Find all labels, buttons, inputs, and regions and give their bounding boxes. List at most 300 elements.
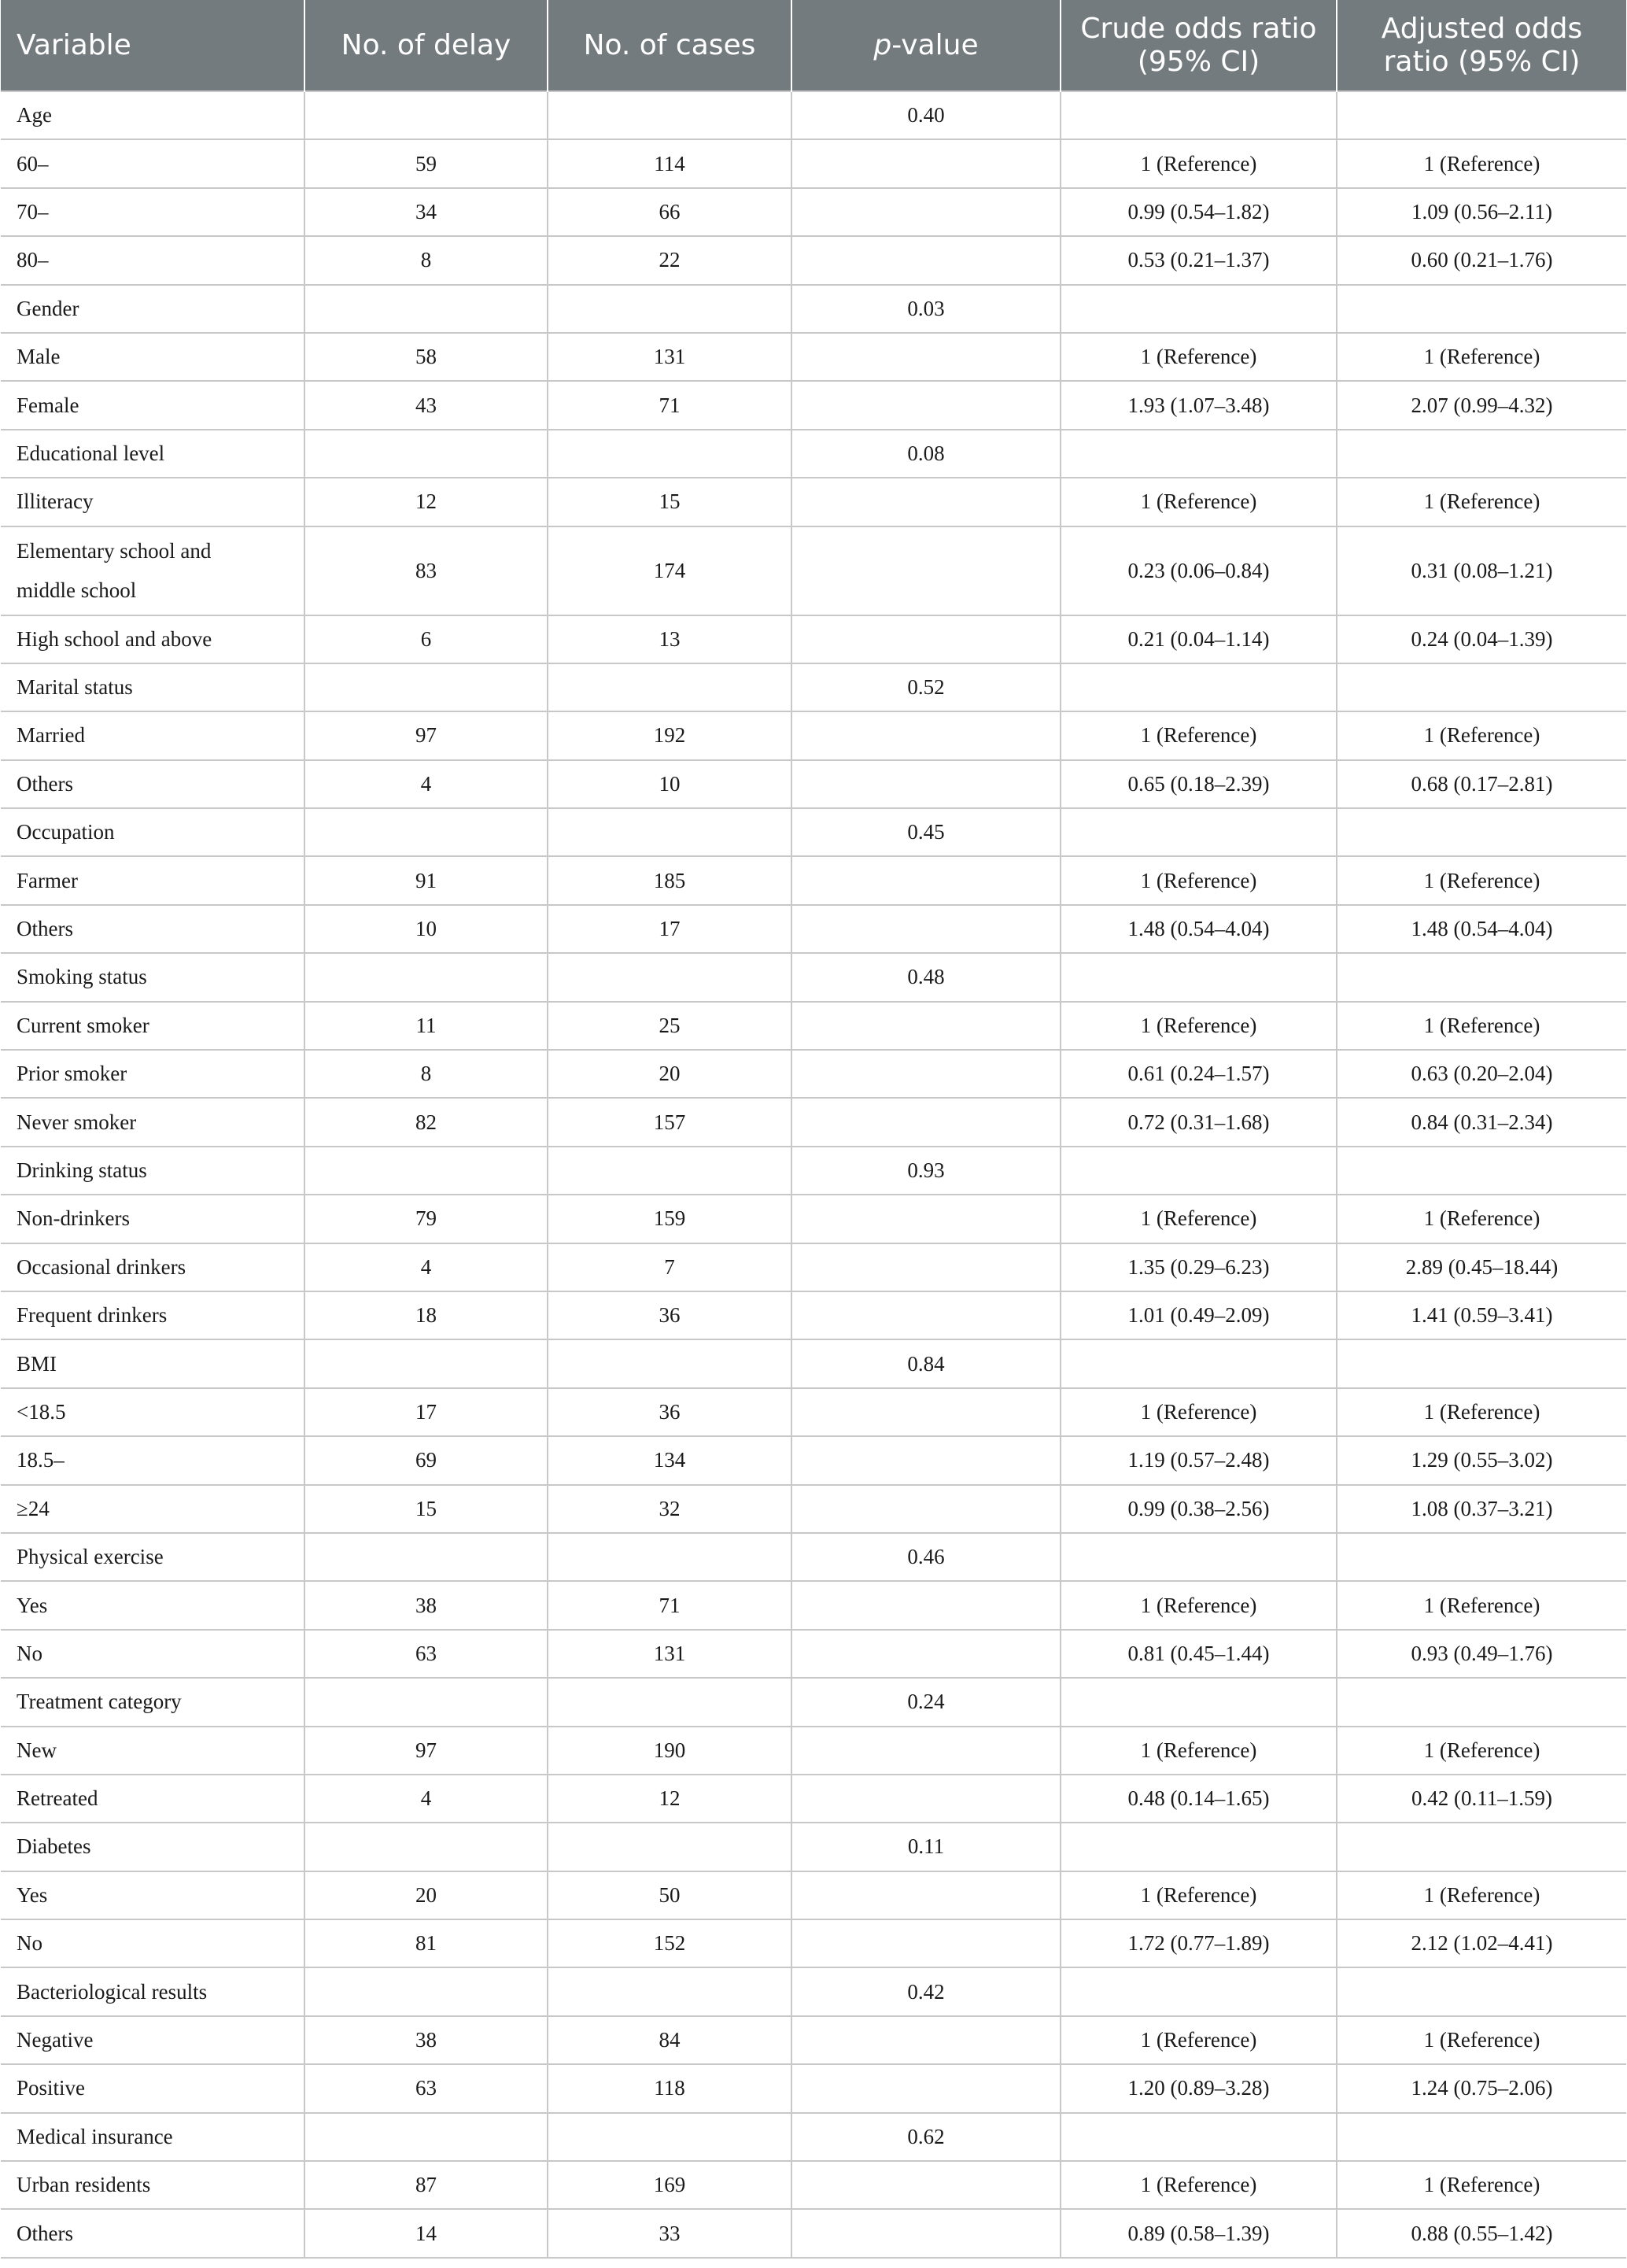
- table-cell: Age: [1, 91, 304, 139]
- column-header: [791, 0, 1061, 91]
- table-cell: [1337, 285, 1626, 333]
- table-cell: 1 (Reference): [1061, 1002, 1337, 1050]
- table-cell: 8: [304, 1050, 548, 1098]
- table-cell: 169: [548, 2161, 791, 2209]
- table-cell: 1.29 (0.55–3.02): [1337, 1436, 1626, 1484]
- table-row: [1, 478, 1626, 526]
- table-cell: [791, 381, 1061, 429]
- table-cell: 118: [548, 2064, 791, 2112]
- table-cell: 4: [304, 1775, 548, 1823]
- table-cell: 1 (Reference): [1337, 1871, 1626, 1919]
- table-cell: Frequent drinkers: [1, 1291, 304, 1339]
- table-cell: 71: [548, 381, 791, 429]
- table-cell: Retreated: [1, 1775, 304, 1823]
- table-cell: 0.03: [791, 285, 1061, 333]
- table-cell: [791, 1919, 1061, 1967]
- table-cell: [1337, 2113, 1626, 2161]
- table-cell: 38: [304, 2016, 548, 2064]
- table-cell: [1061, 1823, 1337, 1871]
- table-cell: [304, 1147, 548, 1195]
- table-cell: 79: [304, 1195, 548, 1243]
- table-cell: 63: [304, 2064, 548, 2112]
- table-row: [1, 381, 1626, 429]
- column-header-label: No. of delay: [341, 28, 511, 61]
- table-cell: 0.46: [791, 1533, 1061, 1581]
- table-cell: 1 (Reference): [1061, 333, 1337, 381]
- table-row: [1, 430, 1626, 478]
- table-cell: [548, 285, 791, 333]
- table-cell: [791, 2209, 1061, 2257]
- table-cell: Treatment category: [1, 1678, 304, 1726]
- table-cell: Prior smoker: [1, 1050, 304, 1098]
- table-row: [1, 905, 1626, 953]
- table-cell: 1.35 (0.29–6.23): [1061, 1243, 1337, 1291]
- table-cell: Physical exercise: [1, 1533, 304, 1581]
- header-row: [1, 0, 1626, 91]
- table-cell: 0.40: [791, 91, 1061, 139]
- table-cell: 33: [548, 2209, 791, 2257]
- table-cell: [1061, 1533, 1337, 1581]
- table-row: [1, 526, 1626, 615]
- table-row: [1, 91, 1626, 139]
- table-cell: 13: [548, 615, 791, 663]
- table-cell: [304, 2113, 548, 2161]
- table-cell: 131: [548, 1630, 791, 1678]
- column-header: [1337, 0, 1626, 91]
- table-row: [1, 1388, 1626, 1436]
- table-cell: 12: [304, 478, 548, 526]
- table-cell: Male: [1, 333, 304, 381]
- table-cell: 0.48: [791, 953, 1061, 1001]
- table-cell: Diabetes: [1, 1823, 304, 1871]
- table-cell: [1337, 953, 1626, 1001]
- table-cell: 0.48 (0.14–1.65): [1061, 1775, 1337, 1823]
- table-cell: 1 (Reference): [1337, 2016, 1626, 2064]
- table-cell: Positive: [1, 2064, 304, 2112]
- column-header-italic: p: [873, 28, 892, 61]
- table-cell: [304, 285, 548, 333]
- table-cell: 0.81 (0.45–1.44): [1061, 1630, 1337, 1678]
- table-cell: 0.42 (0.11–1.59): [1337, 1775, 1626, 1823]
- table-cell: [304, 1967, 548, 2015]
- table-cell: [791, 1581, 1061, 1629]
- table-cell: 1 (Reference): [1061, 139, 1337, 187]
- table-row: [1, 1485, 1626, 1533]
- table-cell: [791, 1291, 1061, 1339]
- table-cell: 1 (Reference): [1061, 711, 1337, 759]
- table-cell: 1 (Reference): [1337, 1581, 1626, 1629]
- table-cell: 1.09 (0.56–2.11): [1337, 188, 1626, 236]
- table-cell: High school and above: [1, 615, 304, 663]
- table-cell: 1 (Reference): [1061, 478, 1337, 526]
- table-cell: [548, 953, 791, 1001]
- column-header-label: Variable: [17, 28, 131, 61]
- table-cell: [791, 2161, 1061, 2209]
- column-header: [1061, 0, 1337, 91]
- table-cell: [1337, 1823, 1626, 1871]
- table-cell: Married: [1, 711, 304, 759]
- table-cell: Current smoker: [1, 1002, 304, 1050]
- table-cell: 87: [304, 2161, 548, 2209]
- table-row: [1, 1291, 1626, 1339]
- column-header-label: -value: [891, 28, 979, 61]
- table-cell: 15: [548, 478, 791, 526]
- table-cell: 1 (Reference): [1337, 2161, 1626, 2209]
- table-cell: [791, 2064, 1061, 2112]
- table-cell: 0.21 (0.04–1.14): [1061, 615, 1337, 663]
- table-cell: 1.48 (0.54–4.04): [1061, 905, 1337, 953]
- table-row: [1, 856, 1626, 904]
- table-row: [1, 1243, 1626, 1291]
- table-cell: 10: [548, 760, 791, 808]
- table-cell: Non-drinkers: [1, 1195, 304, 1243]
- table-cell: 32: [548, 1485, 791, 1533]
- table-cell: [791, 2016, 1061, 2064]
- table-cell: [548, 1147, 791, 1195]
- table-cell: 0.53 (0.21–1.37): [1061, 236, 1337, 284]
- table-cell: [304, 1339, 548, 1387]
- table-cell: [548, 663, 791, 711]
- table-cell: 0.24: [791, 1678, 1061, 1726]
- table-cell: 0.63 (0.20–2.04): [1337, 1050, 1626, 1098]
- table-row: [1, 1002, 1626, 1050]
- table-row: [1, 188, 1626, 236]
- table-cell: 2.12 (1.02–4.41): [1337, 1919, 1626, 1967]
- table-cell: 1 (Reference): [1061, 856, 1337, 904]
- table-cell: 174: [548, 526, 791, 615]
- table-row: [1, 1967, 1626, 2015]
- table-cell: [791, 615, 1061, 663]
- table-cell: Occupation: [1, 808, 304, 856]
- table-cell: 91: [304, 856, 548, 904]
- table-cell: 97: [304, 711, 548, 759]
- table-cell: 131: [548, 333, 791, 381]
- table-row: [1, 953, 1626, 1001]
- table-cell: [1061, 953, 1337, 1001]
- table-cell: [548, 1339, 791, 1387]
- table-cell: [791, 1871, 1061, 1919]
- table-row: [1, 1339, 1626, 1387]
- table-cell: 82: [304, 1098, 548, 1146]
- table-cell: BMI: [1, 1339, 304, 1387]
- table-cell: 17: [548, 905, 791, 953]
- table-cell: 18.5–: [1, 1436, 304, 1484]
- table-cell: 1 (Reference): [1337, 333, 1626, 381]
- table-row: [1, 1050, 1626, 1098]
- table-cell: 80–: [1, 236, 304, 284]
- table-cell: Yes: [1, 1581, 304, 1629]
- table-cell: [1337, 1678, 1626, 1726]
- table-cell: 1 (Reference): [1061, 2161, 1337, 2209]
- table-cell: 71: [548, 1581, 791, 1629]
- table-cell: 17: [304, 1388, 548, 1436]
- table-cell: 0.93 (0.49–1.76): [1337, 1630, 1626, 1678]
- table-cell: Occasional drinkers: [1, 1243, 304, 1291]
- table-cell: [791, 1243, 1061, 1291]
- table-cell: 1 (Reference): [1061, 1195, 1337, 1243]
- table-row: [1, 1098, 1626, 1146]
- table-cell: [791, 1485, 1061, 1533]
- table-cell: [548, 1823, 791, 1871]
- table-cell: 4: [304, 1243, 548, 1291]
- table-cell: 25: [548, 1002, 791, 1050]
- table-cell: 0.84 (0.31–2.34): [1337, 1098, 1626, 1146]
- table-cell: [791, 478, 1061, 526]
- table-cell: [1061, 663, 1337, 711]
- table-cell: 0.62: [791, 2113, 1061, 2161]
- table-cell: 0.08: [791, 430, 1061, 478]
- table-cell: [1061, 1147, 1337, 1195]
- table-cell: 1 (Reference): [1061, 2016, 1337, 2064]
- table-cell: Never smoker: [1, 1098, 304, 1146]
- table-cell: [304, 808, 548, 856]
- table-cell: 0.93: [791, 1147, 1061, 1195]
- table-cell: 11: [304, 1002, 548, 1050]
- table-cell: [791, 1775, 1061, 1823]
- table-cell: [304, 1533, 548, 1581]
- table-cell: Others: [1, 2209, 304, 2257]
- table-cell: [791, 188, 1061, 236]
- table-row: [1, 333, 1626, 381]
- table-cell: 43: [304, 381, 548, 429]
- table-cell: [548, 430, 791, 478]
- table-cell: 152: [548, 1919, 791, 1967]
- table-cell: Drinking status: [1, 1147, 304, 1195]
- table-row: [1, 1823, 1626, 1871]
- table-cell: 0.31 (0.08–1.21): [1337, 526, 1626, 615]
- table-row: [1, 711, 1626, 759]
- table-cell: Gender: [1, 285, 304, 333]
- table-cell: [791, 1195, 1061, 1243]
- table-cell: 0.60 (0.21–1.76): [1337, 236, 1626, 284]
- table-cell: [791, 139, 1061, 187]
- table-row: [1, 1678, 1626, 1726]
- table-cell: 185: [548, 856, 791, 904]
- table-cell: [1337, 808, 1626, 856]
- table-cell: 0.61 (0.24–1.57): [1061, 1050, 1337, 1098]
- table-cell: [1337, 1147, 1626, 1195]
- table-body: [1, 91, 1626, 2258]
- table-row: [1, 1630, 1626, 1678]
- table-cell: [304, 1823, 548, 1871]
- table-cell: 15: [304, 1485, 548, 1533]
- table-cell: 0.42: [791, 1967, 1061, 2015]
- table-cell: [791, 1002, 1061, 1050]
- table-row: [1, 2113, 1626, 2161]
- table-cell: 14: [304, 2209, 548, 2257]
- table-row: [1, 285, 1626, 333]
- table-cell: 70–: [1, 188, 304, 236]
- table-cell: [791, 711, 1061, 759]
- table-row: [1, 1775, 1626, 1823]
- table-cell: Farmer: [1, 856, 304, 904]
- table-cell: [304, 430, 548, 478]
- table-cell: 59: [304, 139, 548, 187]
- table-cell: 1 (Reference): [1337, 1002, 1626, 1050]
- table-cell: 1 (Reference): [1337, 856, 1626, 904]
- table-cell: 2.07 (0.99–4.32): [1337, 381, 1626, 429]
- table-cell: 1 (Reference): [1337, 139, 1626, 187]
- table-cell: Bacteriological results: [1, 1967, 304, 2015]
- table-cell: 1 (Reference): [1337, 1388, 1626, 1436]
- table-cell: [1061, 430, 1337, 478]
- column-header-label: Crude odds ratio (95% CI): [1080, 12, 1317, 78]
- table-cell: 1.01 (0.49–2.09): [1061, 1291, 1337, 1339]
- table-cell: [791, 1098, 1061, 1146]
- table-cell: 1.41 (0.59–3.41): [1337, 1291, 1626, 1339]
- table-cell: 97: [304, 1727, 548, 1775]
- table-cell: 36: [548, 1388, 791, 1436]
- table-row: [1, 2016, 1626, 2064]
- table-cell: Others: [1, 760, 304, 808]
- table-row: [1, 1581, 1626, 1629]
- table-cell: [1337, 91, 1626, 139]
- table-cell: 1 (Reference): [1061, 1388, 1337, 1436]
- table-cell: [304, 953, 548, 1001]
- table-cell: 0.68 (0.17–2.81): [1337, 760, 1626, 808]
- table-cell: 83: [304, 526, 548, 615]
- table-cell: [791, 526, 1061, 615]
- table-cell: 20: [304, 1871, 548, 1919]
- table-cell: No: [1, 1919, 304, 1967]
- table-cell: [1061, 1678, 1337, 1726]
- table-cell: 36: [548, 1291, 791, 1339]
- table-cell: [1061, 1339, 1337, 1387]
- table-cell: Illiteracy: [1, 478, 304, 526]
- table-cell: 63: [304, 1630, 548, 1678]
- results-table: [1, 0, 1626, 2259]
- table-cell: [548, 1678, 791, 1726]
- table-cell: 34: [304, 188, 548, 236]
- table-row: [1, 760, 1626, 808]
- table-cell: 1 (Reference): [1061, 1727, 1337, 1775]
- table-cell: <18.5: [1, 1388, 304, 1436]
- table-cell: Yes: [1, 1871, 304, 1919]
- table-cell: [1061, 2113, 1337, 2161]
- table-cell: 0.88 (0.55–1.42): [1337, 2209, 1626, 2257]
- table-cell: [791, 856, 1061, 904]
- column-header-label: No. of cases: [583, 28, 756, 61]
- table-cell: 1 (Reference): [1337, 711, 1626, 759]
- table-cell: 66: [548, 188, 791, 236]
- table-cell: [1337, 430, 1626, 478]
- table-cell: [791, 760, 1061, 808]
- table-header: [1, 0, 1626, 91]
- column-header: [1, 0, 304, 91]
- table-cell: 0.11: [791, 1823, 1061, 1871]
- table-cell: 0.72 (0.31–1.68): [1061, 1098, 1337, 1146]
- table-cell: Others: [1, 905, 304, 953]
- table-cell: [791, 333, 1061, 381]
- table-cell: Urban residents: [1, 2161, 304, 2209]
- table-cell: 58: [304, 333, 548, 381]
- table-cell: [304, 663, 548, 711]
- table-cell: 12: [548, 1775, 791, 1823]
- table-row: [1, 1871, 1626, 1919]
- table-cell: [548, 2113, 791, 2161]
- table-cell: [548, 91, 791, 139]
- table-cell: 60–: [1, 139, 304, 187]
- table-cell: 84: [548, 2016, 791, 2064]
- column-header: [304, 0, 548, 91]
- table-row: [1, 2209, 1626, 2257]
- table-row: [1, 1919, 1626, 1967]
- table-cell: 190: [548, 1727, 791, 1775]
- table-cell: 22: [548, 236, 791, 284]
- table-cell: [791, 905, 1061, 953]
- table-row: [1, 2064, 1626, 2112]
- table-cell: Elementary school and middle school: [1, 526, 304, 615]
- table-cell: [1337, 663, 1626, 711]
- table-cell: 38: [304, 1581, 548, 1629]
- table-cell: 1.72 (0.77–1.89): [1061, 1919, 1337, 1967]
- table-cell: [548, 1533, 791, 1581]
- table-cell: 81: [304, 1919, 548, 1967]
- table-cell: 159: [548, 1195, 791, 1243]
- table-cell: 0.65 (0.18–2.39): [1061, 760, 1337, 808]
- table-cell: [548, 1967, 791, 2015]
- table-cell: Female: [1, 381, 304, 429]
- table-cell: [1337, 1967, 1626, 2015]
- table-cell: [791, 1050, 1061, 1098]
- table-cell: 192: [548, 711, 791, 759]
- table-row: [1, 1727, 1626, 1775]
- table-cell: 134: [548, 1436, 791, 1484]
- table-row: [1, 808, 1626, 856]
- column-header-label: Adjusted odds ratio (95% CI): [1381, 12, 1583, 78]
- column-header: [548, 0, 791, 91]
- table-cell: 10: [304, 905, 548, 953]
- table-cell: 114: [548, 139, 791, 187]
- table-cell: 1.19 (0.57–2.48): [1061, 1436, 1337, 1484]
- table-cell: New: [1, 1727, 304, 1775]
- table-cell: [1337, 1339, 1626, 1387]
- table-cell: 1 (Reference): [1337, 1195, 1626, 1243]
- table-cell: Marital status: [1, 663, 304, 711]
- table-cell: [791, 1436, 1061, 1484]
- table-cell: Smoking status: [1, 953, 304, 1001]
- table-cell: 1.93 (1.07–3.48): [1061, 381, 1337, 429]
- table-cell: 2.89 (0.45–18.44): [1337, 1243, 1626, 1291]
- table-cell: 20: [548, 1050, 791, 1098]
- table-cell: 7: [548, 1243, 791, 1291]
- table-cell: Medical insurance: [1, 2113, 304, 2161]
- table-cell: 1 (Reference): [1337, 1727, 1626, 1775]
- table-cell: [791, 1388, 1061, 1436]
- table-row: [1, 1436, 1626, 1484]
- table-row: [1, 1147, 1626, 1195]
- table-cell: 0.23 (0.06–0.84): [1061, 526, 1337, 615]
- table-cell: 0.84: [791, 1339, 1061, 1387]
- table-cell: 1.08 (0.37–3.21): [1337, 1485, 1626, 1533]
- table-row: [1, 236, 1626, 284]
- table-cell: 1 (Reference): [1061, 1871, 1337, 1919]
- table-cell: 8: [304, 236, 548, 284]
- table-cell: 6: [304, 615, 548, 663]
- table-cell: No: [1, 1630, 304, 1678]
- table-cell: 0.24 (0.04–1.39): [1337, 615, 1626, 663]
- table-cell: 4: [304, 760, 548, 808]
- table-row: [1, 615, 1626, 663]
- table-cell: [791, 236, 1061, 284]
- table-row: [1, 1195, 1626, 1243]
- table-cell: Negative: [1, 2016, 304, 2064]
- table-row: [1, 2161, 1626, 2209]
- table-cell: [1061, 285, 1337, 333]
- table-cell: 1 (Reference): [1061, 1581, 1337, 1629]
- table-cell: Educational level: [1, 430, 304, 478]
- table-cell: 69: [304, 1436, 548, 1484]
